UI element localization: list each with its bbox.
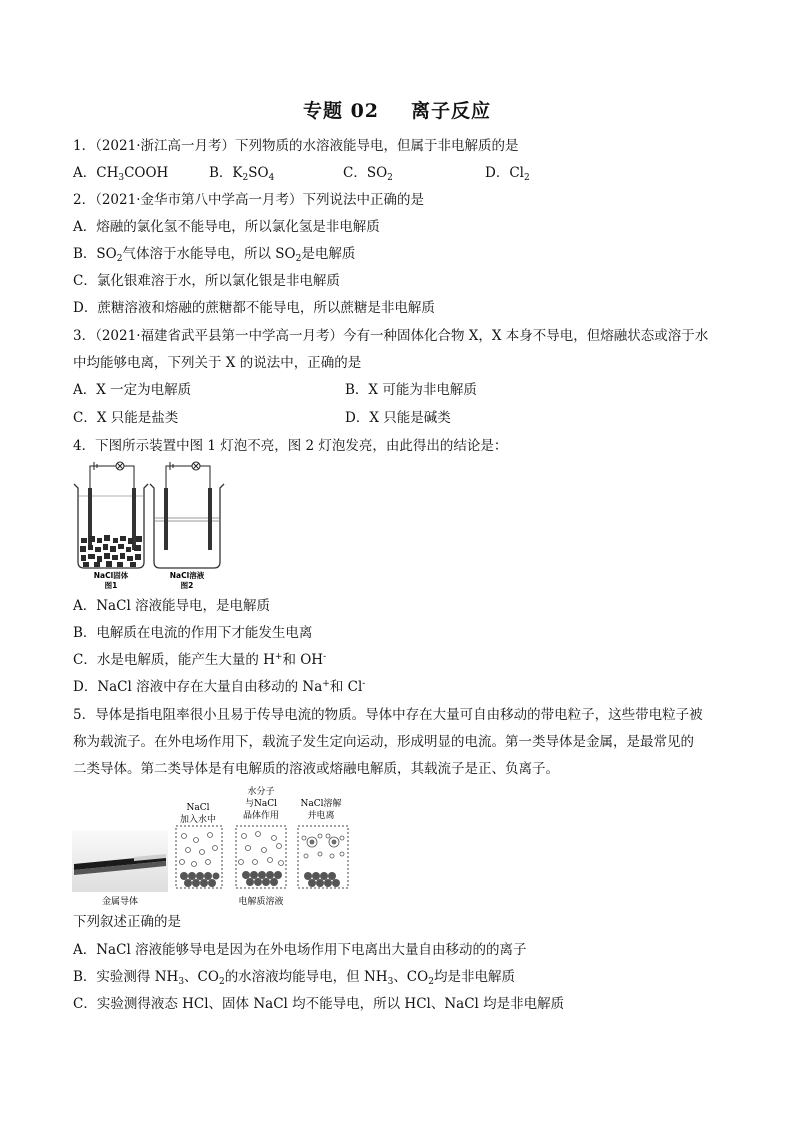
q5-lead: 下列叙述正确的是 bbox=[73, 914, 181, 930]
q4-figure bbox=[70, 458, 230, 590]
q5-figure bbox=[70, 784, 360, 908]
q1-stem: 1．（2021·浙江高一月考）下列物质的水溶液能导电，但属于非电解质的是 bbox=[73, 138, 519, 154]
q3-stem-line2: 中均能够电离，下列关于 X 的说法中，正确的是 bbox=[73, 355, 362, 371]
q4-stem: 4．下图所示装置中图 1 灯泡不亮，图 2 灯泡发亮，由此得出的结论是： bbox=[73, 438, 508, 454]
q3-option-a: A．X 一定为电解质 bbox=[73, 382, 192, 398]
fig1-label: 图1 bbox=[104, 581, 118, 590]
q4-option-d: D．NaCl 溶液中存在大量自由移动的 Na+和 Cl- bbox=[73, 679, 366, 695]
q5-line2: 称为载流子。在外电场作用下，载流子发生定向运动，形成明显的电流。第一类导体是金属，是最常见的 bbox=[73, 734, 694, 750]
q2-option-a: A．熔融的氯化氢不能导电，所以氯化氢是非电解质 bbox=[73, 219, 380, 235]
fig1-label-nacl-solid: NaCl固体 bbox=[93, 571, 129, 580]
svg-text:晶体作用: 晶体作用 bbox=[242, 811, 280, 821]
svg-text:NaCl溶解: NaCl溶解 bbox=[300, 799, 342, 809]
q1-option-d: D．$Cl_2$ bbox=[485, 165, 530, 183]
q4-option-b: B．电解质在电流的作用下才能发生电离 bbox=[73, 625, 313, 641]
q2-option-c: C．氯化银难溶于水，所以氯化银是非电解质 bbox=[73, 273, 340, 289]
q4-option-a: A．NaCl 溶液能导电，是电解质 bbox=[73, 598, 271, 614]
q2-option-b: B．$SO_2$气体溶于水能导电，所以 $SO_2$是电解质 bbox=[73, 246, 356, 264]
svg-text:与NaCl: 与NaCl bbox=[244, 799, 278, 809]
q3-option-b: B．X 可能为非电解质 bbox=[345, 382, 477, 398]
q5-option-a: A．NaCl 溶液能够导电是因为在外电场作用下电离出大量自由移动的的离子 bbox=[73, 942, 527, 958]
page-title bbox=[0, 96, 794, 123]
fig2-beaker bbox=[150, 484, 224, 568]
q4-option-c: C．水是电解质，能产生大量的 H+和 OH- bbox=[73, 652, 327, 668]
title-sub: 离子反应 bbox=[411, 100, 492, 122]
q1-option-a: A．$CH_3COOH$ bbox=[73, 165, 169, 183]
panel-2 bbox=[236, 785, 286, 888]
q3-option-d: D．X 只能是碱类 bbox=[345, 410, 451, 426]
fig2-label-nacl-solution: NaCl溶液 bbox=[169, 571, 205, 580]
q5-option-b: B．实验测得 $NH_3$、$CO_2$的水溶液均能导电，但 $NH_3$、$CO_2$均是非电解质 bbox=[73, 969, 515, 987]
svg-text:并电离: 并电离 bbox=[307, 811, 335, 821]
q2-stem: 2．（2021·金华市第八中学高一月考）下列说法中正确的是 bbox=[73, 192, 424, 208]
q3-stem-line1: 3．（2021·福建省武平县第一中学高一月考）今有一种固体化合物 X，X 本身不导电，但熔融状态或溶于水 bbox=[73, 328, 709, 344]
panel-3 bbox=[298, 797, 348, 888]
fig2-electrodes bbox=[164, 488, 212, 550]
fig1-circuit bbox=[90, 462, 134, 520]
q1-option-c: C．$SO_2$ bbox=[343, 165, 393, 183]
metal-conductor-label: 金属导体 bbox=[102, 897, 139, 907]
fig2-label: 图2 bbox=[180, 581, 194, 590]
electrolyte-solution-label: 电解质溶液 bbox=[238, 897, 284, 907]
svg-text:加入水中: 加入水中 bbox=[179, 815, 217, 825]
title-main: 专题 02 bbox=[302, 100, 380, 122]
nacl-solid-crystals bbox=[80, 535, 142, 567]
panel-1 bbox=[176, 803, 222, 888]
q5-line1: 5．导体是指电阻率很小且易于传导电流的物质。导体中存在大量可自由移动的带电粒子，这些带电粒子被 bbox=[73, 707, 703, 723]
fig2-circuit bbox=[166, 462, 210, 520]
svg-text:NaCl: NaCl bbox=[186, 803, 210, 813]
q5-line3: 二类导体。第二类导体是有电解质的溶液或熔融电解质，其载流子是正、负离子。 bbox=[73, 761, 559, 777]
q1-option-b: B．$K_2SO_4$ bbox=[209, 165, 275, 183]
q5-option-c: C．实验测得液态 HCl、固体 NaCl 均不能导电，所以 HCl、NaCl 均是非电解质 bbox=[73, 996, 565, 1012]
q2-option-d: D．蔗糖溶液和熔融的蔗糖都不能导电，所以蔗糖是非电解质 bbox=[73, 300, 435, 316]
q3-option-c: C．X 只能是盐类 bbox=[73, 410, 179, 426]
svg-text:水分子: 水分子 bbox=[247, 787, 275, 797]
